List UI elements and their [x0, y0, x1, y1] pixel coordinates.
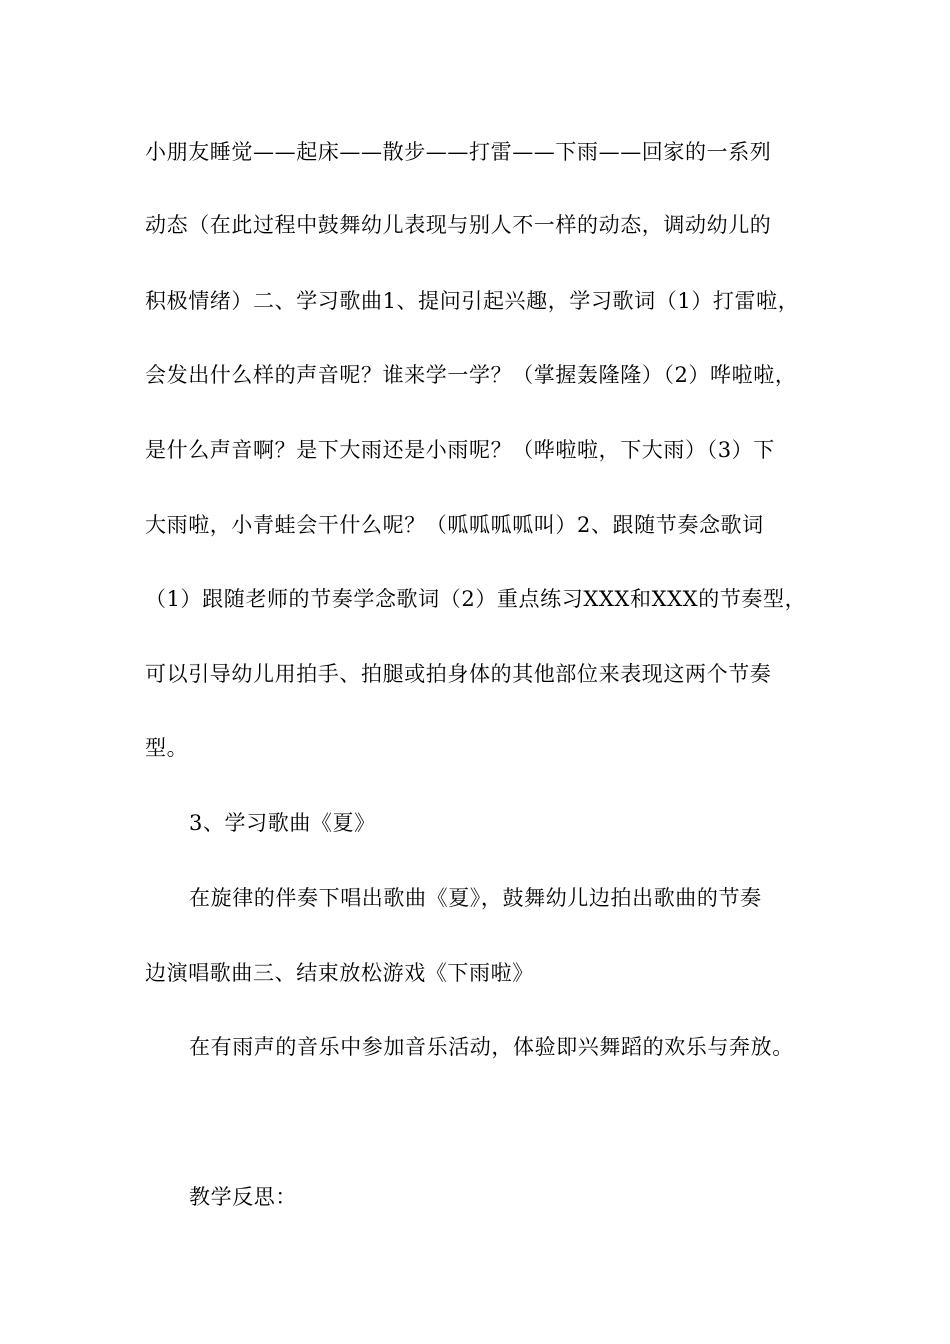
body-line-7: （1）跟随老师的节奏学念歌词（2）重点练习XXX和XXX的节奏型， — [145, 587, 807, 611]
body-line-12: 边演唱歌曲三、结束放松游戏《下雨啦》 — [145, 961, 534, 985]
section-heading-reflection: 教学反思： — [189, 1185, 297, 1209]
body-line-6: 大雨啦，小青蛙会干什么呢？（呱呱呱呱叫）2、跟随节奏念歌词 — [145, 513, 764, 537]
body-line-11: 在旋律的伴奏下唱出歌曲《夏》，鼓舞幼儿边拍出歌曲的节奏 — [189, 886, 762, 910]
body-line-2: 动态（在此过程中鼓舞幼儿表现与别人不一样的动态，调动幼儿的 — [145, 213, 772, 237]
body-line-8: 可以引导幼儿用拍手、拍腿或拍身体的其他部位来表现这两个节奏 — [145, 662, 772, 686]
body-line-1: 小朋友睡觉——起床——散步——打雷——下雨——回家的一系列 — [145, 140, 772, 164]
body-line-9: 型。 — [145, 736, 189, 760]
body-line-13: 在有雨声的音乐中参加音乐活动，体验即兴舞蹈的欢乐与奔放。 — [189, 1035, 794, 1059]
body-line-5: 是什么声音啊？是下大雨还是小雨呢？（哗啦啦，下大雨）（3）下 — [145, 438, 775, 462]
body-line-3: 积极情绪）二、学习歌曲1、提问引起兴趣，学习歌词（1）打雷啦， — [145, 289, 800, 313]
section-heading-learn-song: 3、学习歌曲《夏》 — [189, 811, 376, 835]
body-line-4: 会发出什么样的声音呢？谁来学一学？（掌握轰隆隆）（2）哗啦啦， — [145, 363, 797, 387]
